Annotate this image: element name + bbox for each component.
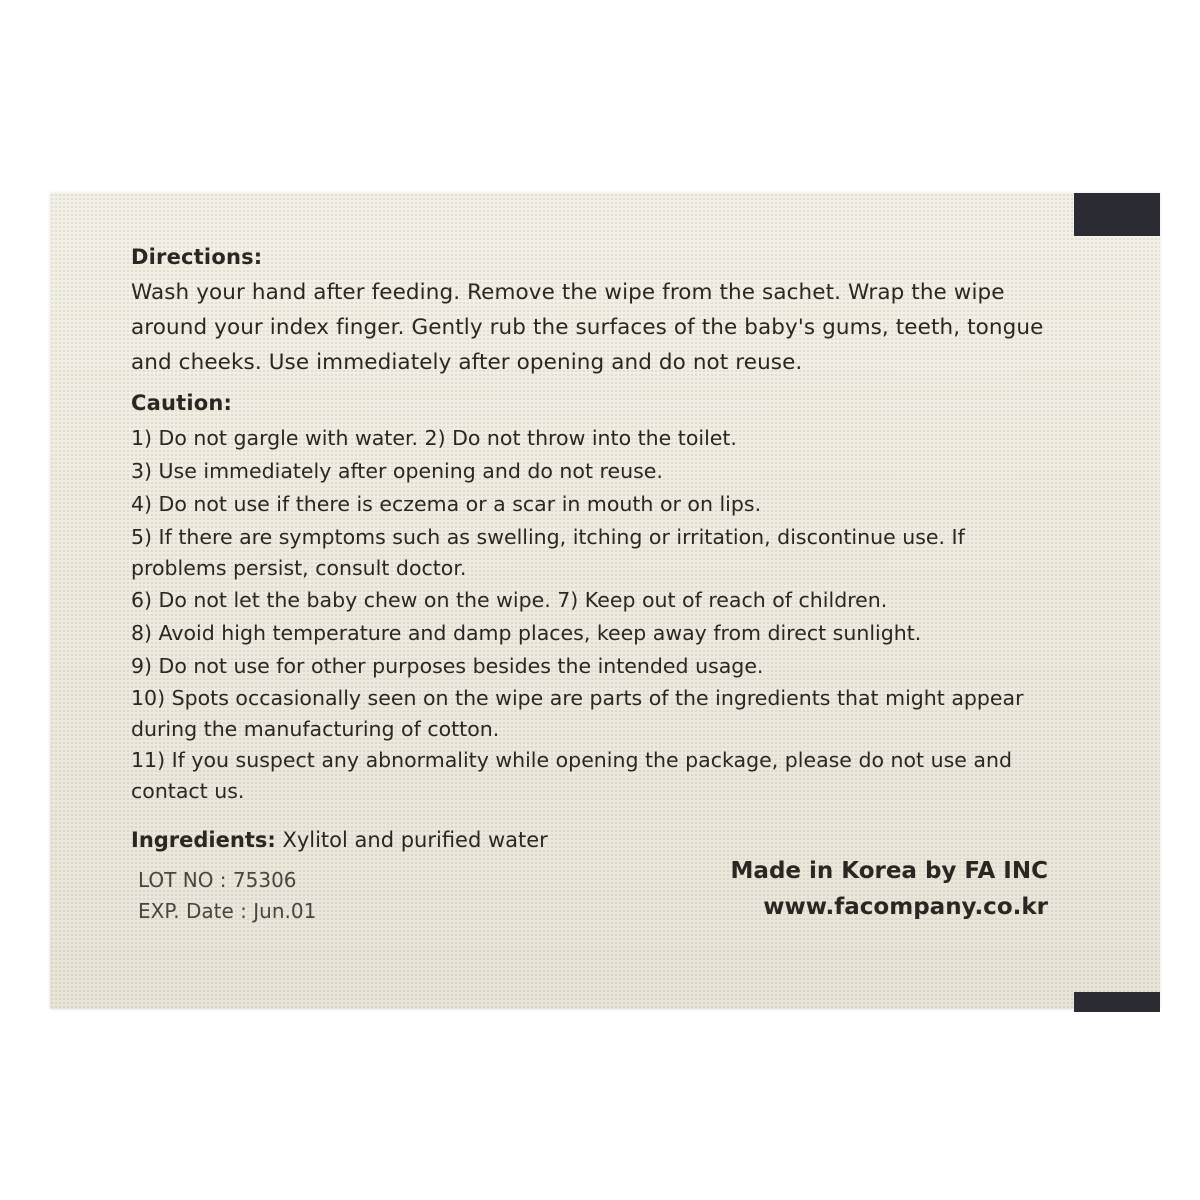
caution-item: 11) If you suspect any abnormality while opening the package, please do not use and contact us. bbox=[131, 748, 1012, 804]
caution-item: 4) Do not use if there is eczema or a scar in mouth or on lips. bbox=[131, 492, 762, 517]
caution-heading: Caution: bbox=[131, 391, 233, 415]
caution-item: 6) Do not let the baby chew on the wipe. 7) Keep out of reach of children. bbox=[131, 587, 888, 612]
caution-item: 3) Use immediately after opening and do not reuse. bbox=[131, 459, 663, 484]
caution-item: 5) If there are symptoms such as swelling, itching or irritation, discontinue use. If problems persist, consult doctor. bbox=[131, 524, 965, 580]
registration-mark-top bbox=[1074, 193, 1160, 236]
caution-item: 8) Avoid high temperature and damp places, keep away from direct sunlight. bbox=[131, 620, 922, 645]
lot-number: LOT NO : 75306 bbox=[138, 868, 297, 892]
website-text: www.facompany.co.kr bbox=[763, 894, 1048, 920]
caution-section bbox=[131, 389, 1061, 807]
ingredients-value: Xylitol and purified water bbox=[282, 828, 548, 852]
ingredients-label: Ingredients: bbox=[131, 828, 276, 852]
caution-list bbox=[131, 422, 1061, 807]
directions-text: Wash your hand after feeding. Remove the wipe from the sachet. Wrap the wipe around your index finger. Gently rub the surfaces of the baby's gums, teeth, tongue and cheeks. Use immediately after opening and do not reuse. bbox=[131, 280, 1044, 375]
registration-mark-bottom bbox=[1074, 992, 1160, 1012]
made-in-text: Made in Korea by FA INC bbox=[730, 858, 1048, 884]
caution-item: 1) Do not gargle with water. 2) Do not throw into the toilet. bbox=[131, 426, 737, 450]
caution-item: 9) Do not use for other purposes besides the intended usage. bbox=[131, 654, 764, 679]
expiry-date: EXP. Date : Jun.01 bbox=[138, 899, 317, 923]
directions-section bbox=[131, 243, 1061, 380]
lot-info bbox=[138, 865, 316, 927]
directions-heading: Directions: bbox=[131, 245, 263, 269]
manufacturer-info bbox=[731, 853, 1048, 925]
caution-item: 10) Spots occasionally seen on the wipe are parts of the ingredients that might appear during the manufacturing of cotton. bbox=[131, 686, 1024, 742]
ingredients-line bbox=[131, 825, 1061, 855]
